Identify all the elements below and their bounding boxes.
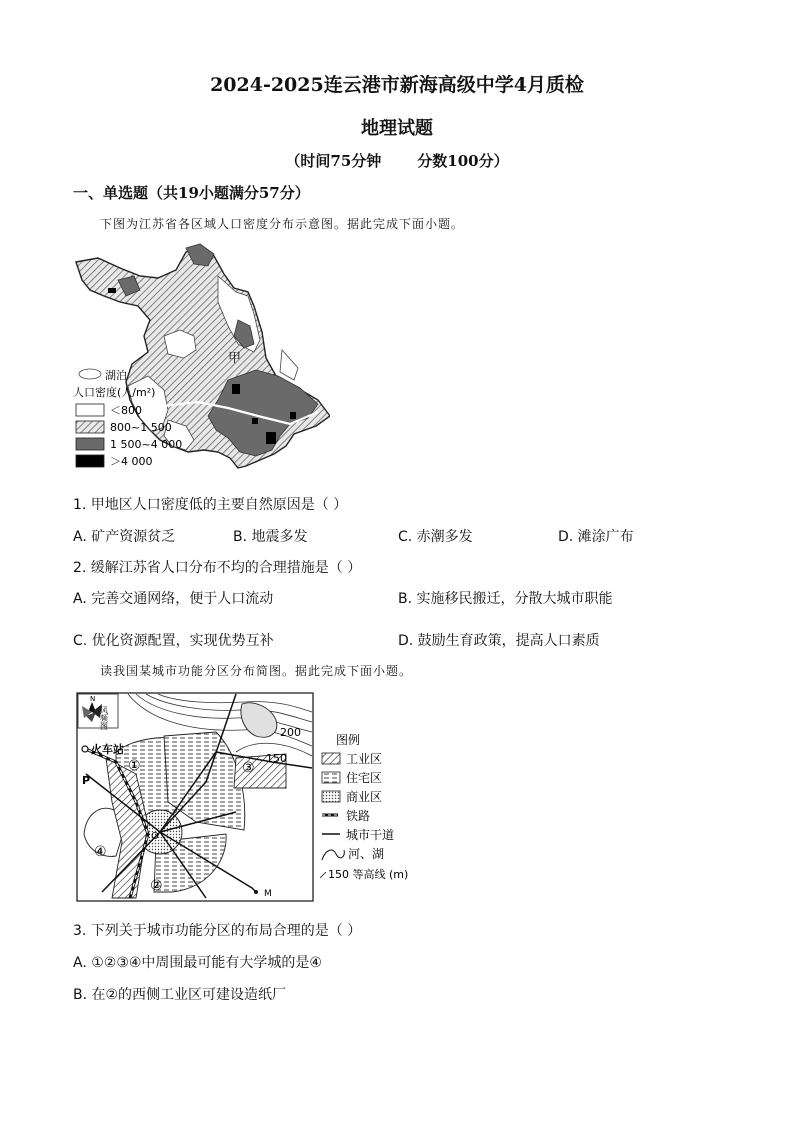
legend-commercial-swatch: [322, 791, 340, 802]
very-high-density-area: [252, 418, 258, 424]
section-heading: 一、单选题（共19小题满分57分）: [73, 184, 310, 202]
legend-commercial-label: 商业区: [346, 790, 383, 804]
zone-label-2: ②: [150, 878, 163, 894]
legend-swatch-gt4000: [76, 455, 104, 467]
question-1-stem: 1. 甲地区人口密度低的主要自然原因是（ ）: [73, 497, 348, 513]
very-high-density-area: [290, 412, 296, 419]
legend-industrial-label: 工业区: [346, 752, 383, 766]
city-zoning-map: [76, 692, 416, 904]
very-high-density-area: [232, 384, 240, 394]
group1-intro: 下图为江苏省各区域人口密度分布示意图。据此完成下面小题。: [100, 217, 465, 231]
q2-option-c: C. 优化资源配置，实现优势互补: [73, 633, 274, 649]
point-p-label: P: [82, 774, 91, 787]
legend-label-lt800: ＜800: [110, 404, 142, 417]
legend-title: 人口密度(人/m²): [73, 386, 156, 399]
exam-info: [0, 150, 794, 171]
q2-option-b: B. 实施移民搬迁，分散大城市职能: [398, 591, 613, 607]
question-2-stem: 2. 缓解江苏省人口分布不均的合理措施是（ ）: [73, 560, 362, 576]
q1-option-b: B. 地震多发: [233, 529, 308, 545]
province-outline: [76, 246, 330, 468]
zone-label-1: ①: [128, 758, 141, 774]
question-3-stem: 3. 下列关于城市功能分区的布局合理的是（ ）: [73, 923, 362, 939]
legend-river-label: 河、湖: [348, 847, 385, 861]
q2-option-a: A. 完善交通网络，便于人口流动: [73, 591, 274, 607]
group2-intro: 读我国某城市功能分区分布简图。据此完成下面小题。: [100, 664, 413, 678]
legend-river-swatch: [322, 850, 344, 860]
jiangsu-density-map: [68, 240, 330, 472]
contour-label-150: 150: [266, 752, 287, 765]
very-high-density-area: [108, 288, 116, 293]
legend-railway-label: 铁路: [346, 809, 371, 823]
legend-industrial-swatch: [322, 753, 340, 764]
q3-option-b: B. 在②的西侧工业区可建设造纸厂: [73, 987, 287, 1003]
station-icon: [82, 746, 88, 752]
legend-contour-swatch: [320, 872, 326, 878]
compass-n: N: [90, 695, 96, 703]
lake-legend-icon: [79, 369, 101, 379]
contour-label-200: 200: [280, 726, 301, 739]
lake-label: 湖泊: [105, 369, 127, 382]
legend-residential-label: 住宅区: [346, 771, 383, 785]
region-jia-label: 甲: [228, 351, 242, 366]
very-high-density-area: [266, 432, 276, 444]
legend-swatch-lt800: [76, 404, 104, 416]
legend-residential-swatch: [322, 772, 340, 783]
point-m-label: M: [264, 889, 272, 899]
q3-option-a: A. ①②③④中周围最可能有大学城的是④: [73, 955, 322, 971]
zone-label-3: ③: [242, 760, 255, 776]
q2-option-d: D. 鼓励生育政策，提高人口素质: [398, 633, 600, 649]
low-density-area: [280, 350, 298, 380]
wind-rose-label: 风频图: [99, 706, 109, 730]
q1-option-d: D. 滩涂广布: [558, 529, 634, 545]
subject-title: 地理试题: [361, 118, 433, 139]
q1-option-c: C. 赤潮多发: [398, 529, 473, 545]
legend-label-1500-4000: 1 500~4 000: [110, 438, 183, 451]
q1-option-a: A. 矿产资源贫乏: [73, 529, 176, 545]
legend-label-800-1500: 800~1 500: [110, 421, 172, 434]
legend-swatch-1500-4000: [76, 438, 104, 450]
point-m-marker: [254, 890, 258, 894]
document-title: 2024-2025连云港市新海高级中学4月质检: [210, 74, 584, 96]
legend-swatch-800-1500: [76, 421, 104, 433]
legend-contour-label: 150 等高线 (m): [328, 868, 409, 881]
legend-road-label: 城市干道: [346, 828, 395, 842]
legend-title: 图例: [336, 733, 361, 747]
legend-label-gt4000: ＞4 000: [110, 455, 153, 468]
point-o-label: O: [151, 831, 159, 842]
time-info: （时间75分钟: [285, 152, 382, 170]
zone-label-4: ④: [94, 844, 107, 860]
score-info: 分数100分）: [417, 152, 509, 170]
station-label: 火车站: [91, 743, 124, 756]
